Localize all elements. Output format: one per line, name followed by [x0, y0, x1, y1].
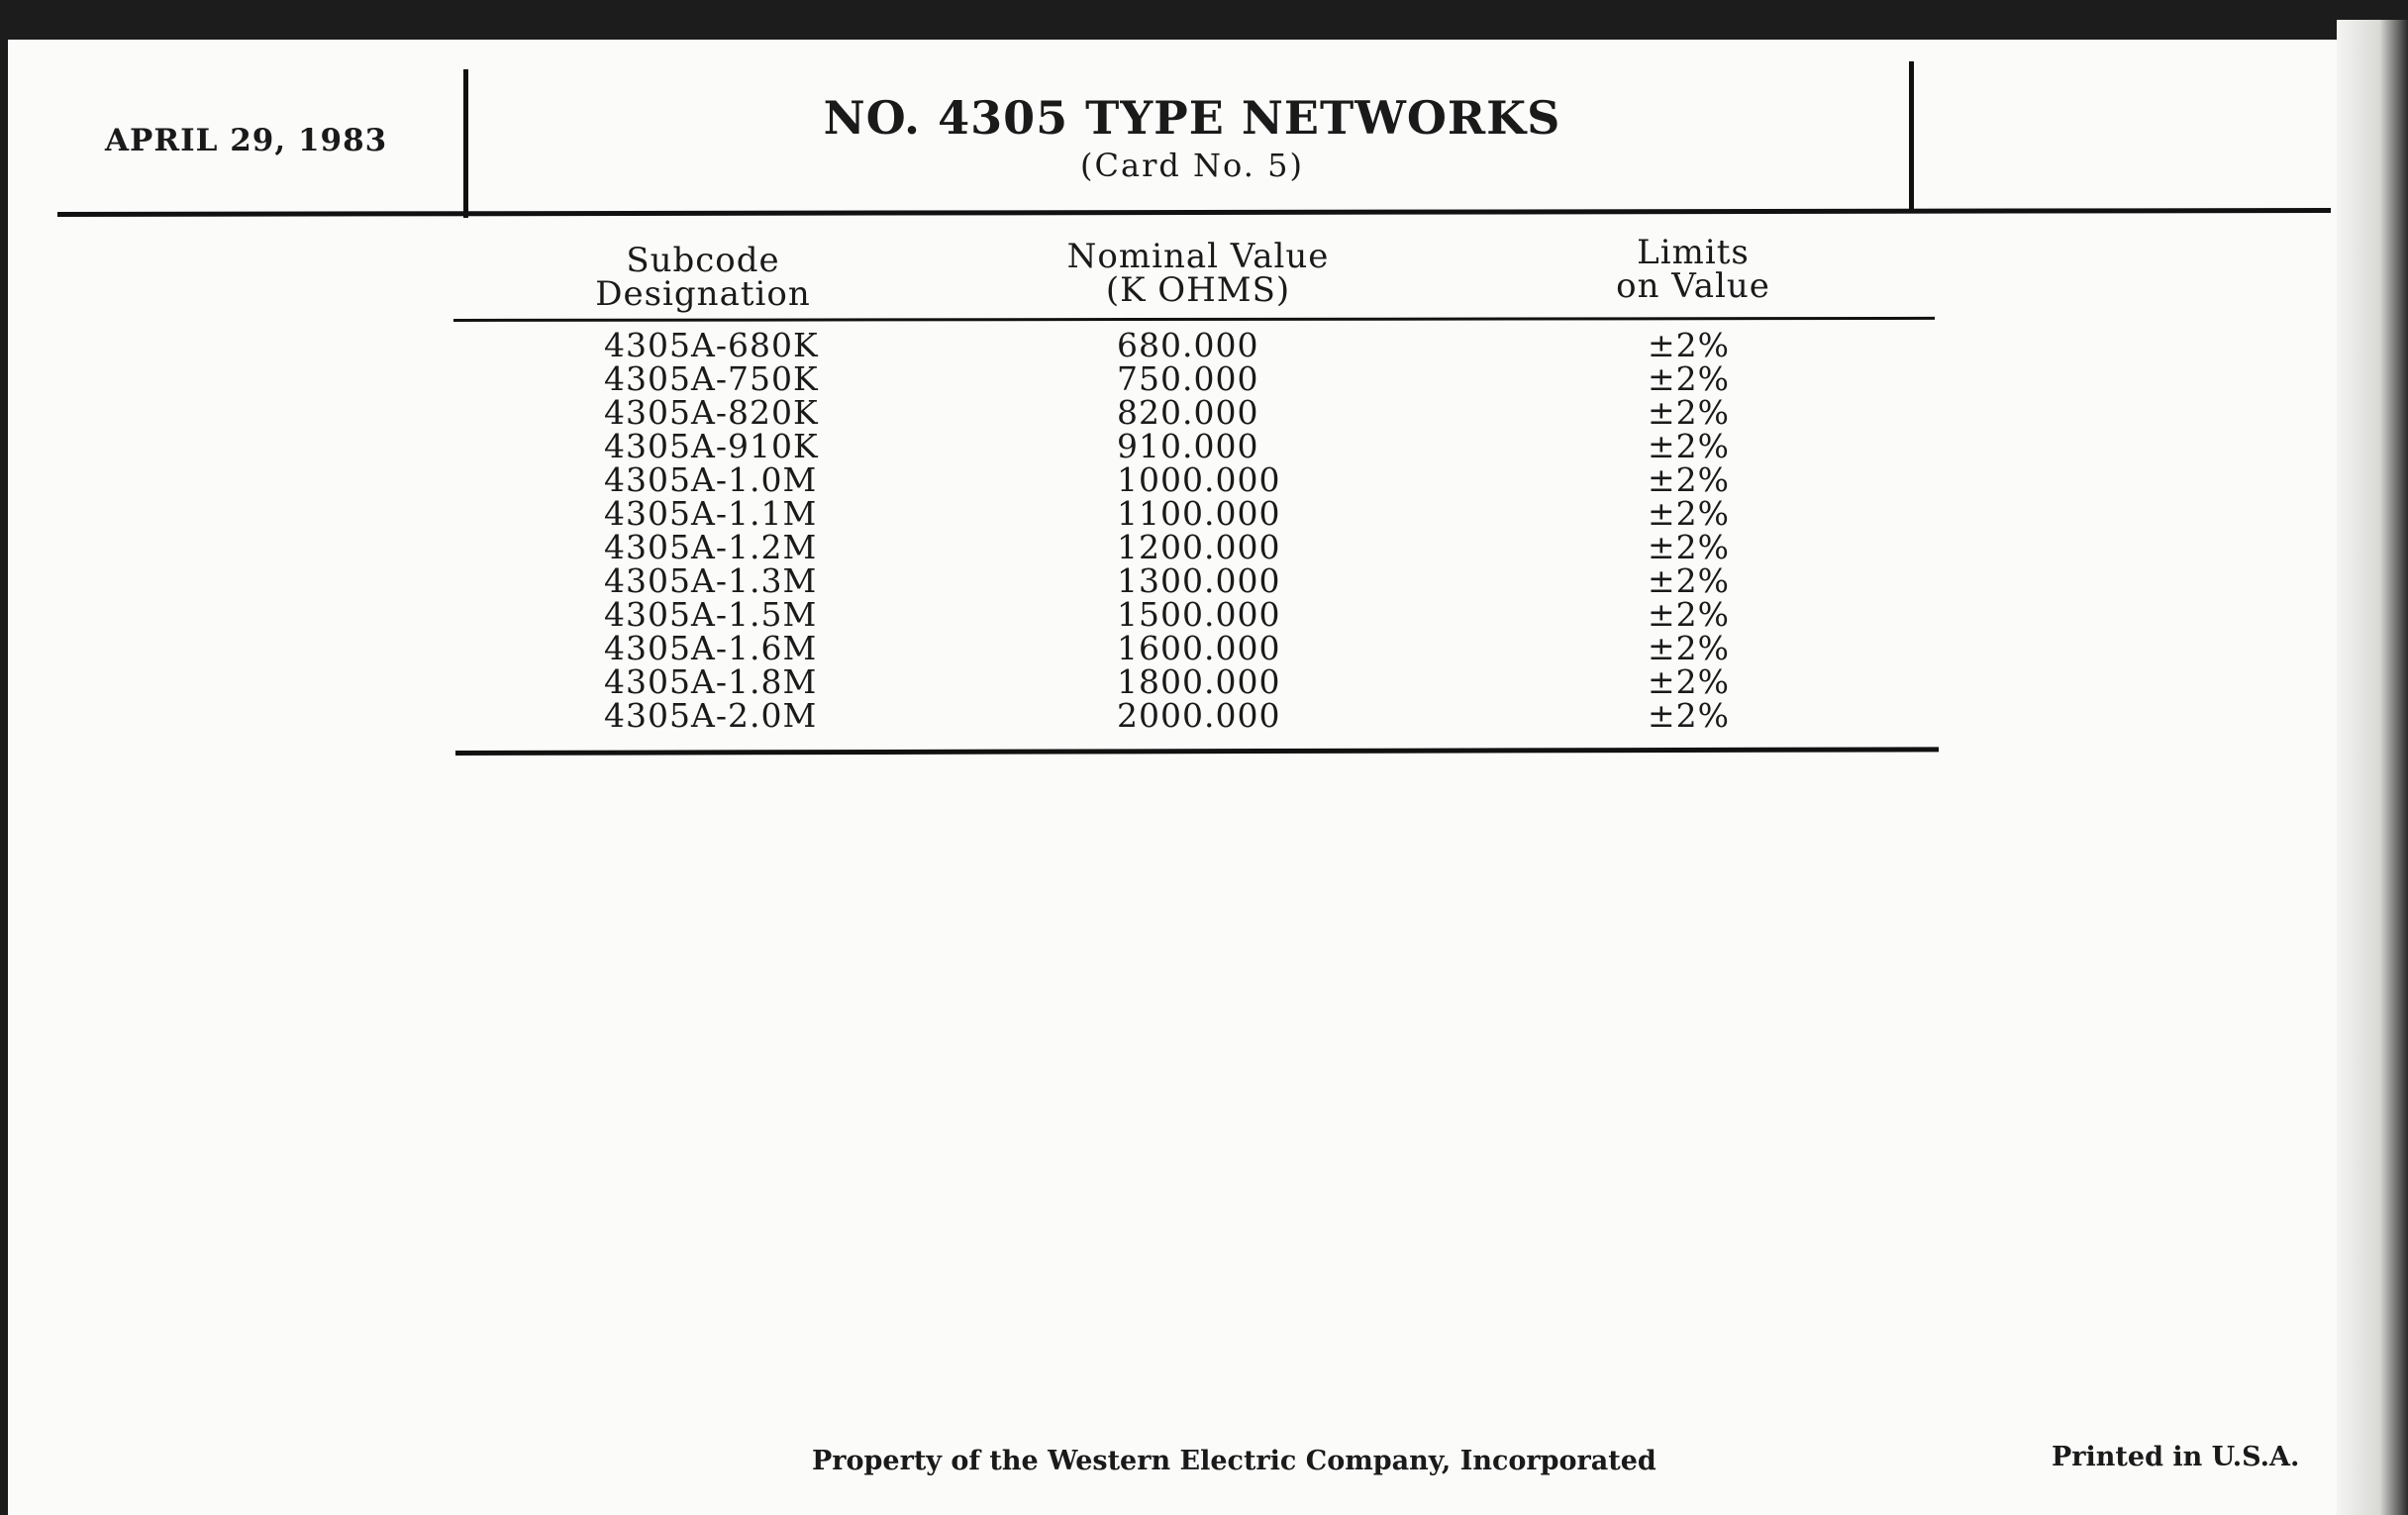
footer-printed-notice: Printed in U.S.A. — [2052, 1442, 2300, 1472]
nominal-value-cell: 1600.000 — [1117, 629, 1281, 667]
table-row — [0, 528, 2408, 566]
table-row — [0, 662, 2408, 701]
column-header-line: Nominal Value — [1066, 237, 1330, 276]
column-header-line: Designation — [595, 274, 811, 314]
limit-cell: ±2% — [1648, 359, 1731, 398]
limit-cell: ±2% — [1648, 427, 1731, 465]
nominal-value-cell: 2000.000 — [1117, 696, 1281, 735]
table-row — [0, 629, 2408, 667]
nominal-value-cell: 680.000 — [1117, 326, 1259, 364]
nominal-value-cell: 750.000 — [1117, 359, 1259, 398]
table-row — [0, 326, 2408, 364]
limit-cell: ±2% — [1648, 494, 1731, 533]
limit-cell: ±2% — [1648, 662, 1731, 701]
nominal-value-cell: 910.000 — [1117, 427, 1259, 465]
subcode-cell: 4305A-1.5M — [604, 595, 818, 634]
column-header-nominal-value — [1020, 237, 1376, 310]
subcode-cell: 4305A-910K — [604, 427, 819, 465]
table-row — [0, 696, 2408, 735]
subcode-cell: 4305A-1.8M — [604, 662, 818, 701]
subcode-cell: 4305A-750K — [604, 359, 819, 398]
subcode-cell: 4305A-1.3M — [604, 561, 818, 600]
footer-property-notice: Property of the Western Electric Company, Incorporated — [812, 1446, 1656, 1476]
document-date: APRIL 29, 1983 — [105, 123, 388, 158]
nominal-value-cell: 1000.000 — [1117, 460, 1281, 499]
column-header-line: Limits — [1637, 233, 1750, 272]
table-row — [0, 359, 2408, 398]
subcode-cell: 4305A-680K — [604, 326, 819, 364]
subcode-cell: 4305A-2.0M — [604, 696, 818, 735]
nominal-value-cell: 1200.000 — [1117, 528, 1281, 566]
limit-cell: ±2% — [1648, 528, 1731, 566]
limit-cell: ±2% — [1648, 561, 1731, 600]
header-divider-right — [1909, 61, 1914, 212]
subcode-cell: 4305A-820K — [604, 393, 819, 432]
limit-cell: ±2% — [1648, 595, 1731, 634]
limit-cell: ±2% — [1648, 696, 1731, 735]
nominal-value-cell: 1100.000 — [1117, 494, 1281, 533]
nominal-value-cell: 1300.000 — [1117, 561, 1281, 600]
card-edge-shadow — [2337, 20, 2408, 1515]
limit-cell: ±2% — [1648, 393, 1731, 432]
table-row — [0, 460, 2408, 499]
table-row — [0, 393, 2408, 432]
nominal-value-cell: 820.000 — [1117, 393, 1259, 432]
limit-cell: ±2% — [1648, 460, 1731, 499]
limit-cell: ±2% — [1648, 326, 1731, 364]
column-header-limits — [1545, 233, 1842, 306]
table-row — [0, 561, 2408, 600]
subcode-cell: 4305A-1.6M — [604, 629, 818, 667]
column-header-line: Subcode — [626, 241, 780, 280]
subcode-cell: 4305A-1.1M — [604, 494, 818, 533]
column-header-line: on Value — [1616, 266, 1770, 306]
table-row — [0, 494, 2408, 533]
column-header-subcode — [554, 241, 852, 314]
table-row — [0, 595, 2408, 634]
limit-cell: ±2% — [1648, 629, 1731, 667]
header-divider-left — [463, 69, 468, 218]
table-row — [0, 427, 2408, 465]
page-subtitle: (Card No. 5) — [1080, 147, 1304, 184]
nominal-value-cell: 1800.000 — [1117, 662, 1281, 701]
subcode-cell: 4305A-1.0M — [604, 460, 818, 499]
column-header-line: (K OHMS) — [1105, 270, 1291, 310]
table-body — [0, 326, 2408, 735]
nominal-value-cell: 1500.000 — [1117, 595, 1281, 634]
subcode-cell: 4305A-1.2M — [604, 528, 818, 566]
page-title: NO. 4305 TYPE NETWORKS — [823, 91, 1561, 145]
